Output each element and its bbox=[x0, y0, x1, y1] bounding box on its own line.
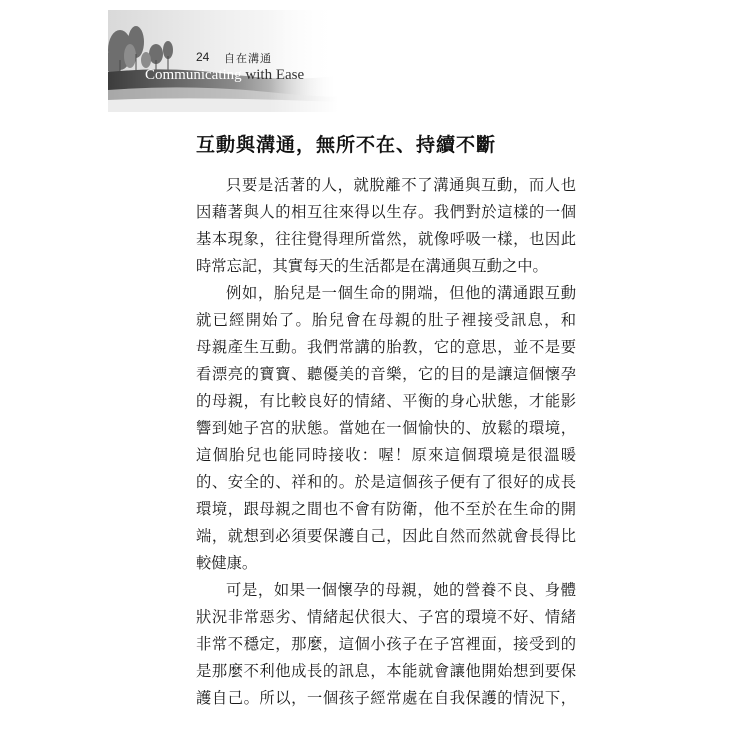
text-line: 只要是活著的人，就脫離不了溝通與互動，而人也 bbox=[226, 176, 576, 194]
page-number: 24 bbox=[196, 50, 210, 64]
text-line: 這個胎兒也能同時接收：喔！原來這個環境是很溫暖 bbox=[196, 446, 576, 464]
text-line: 的母親，有比較良好的情緒、平衡的身心狀態，才能影 bbox=[196, 392, 576, 410]
text-line: 可是，如果一個懷孕的母親，她的營養不良、身體 bbox=[226, 581, 576, 599]
text-line: 護自己。所以，一個孩子經常處在自我保護的情況下， bbox=[196, 689, 576, 707]
text-line: 例如，胎兒是一個生命的開端，但他的溝通跟互動 bbox=[226, 284, 576, 302]
text-line: 母親產生互動。我們常講的胎教，它的意思，並不是要 bbox=[196, 338, 576, 356]
text-line: 端，就想到必須要保護自己，因此自然而然就會長得比 bbox=[196, 527, 576, 545]
section-heading: 互動與溝通，無所不在、持續不斷 bbox=[196, 134, 497, 156]
text-line: 的、安全的、祥和的。於是這個孩子便有了很好的成長 bbox=[196, 473, 576, 491]
series-title-light-part: Communicating bbox=[145, 67, 242, 83]
paragraph-1 bbox=[196, 172, 576, 280]
text-line: 就已經開始了。胎兒會在母親的肚子裡接受訊息，和 bbox=[196, 311, 576, 329]
series-title-dark-part: with Ease bbox=[241, 67, 305, 83]
text-line: 因藉著與人的相互往來得以生存。我們對於這樣的一個 bbox=[196, 203, 576, 221]
text-line: 看漂亮的寶寶、聽優美的音樂，它的目的是讓這個懷孕 bbox=[196, 365, 576, 383]
text-line: 非常不穩定，那麼，這個小孩子在子宮裡面，接受到的 bbox=[196, 635, 576, 653]
text-line: 時常忘記，其實每天的生活都是在溝通與互動之中。 bbox=[196, 257, 548, 275]
text-line: 環境，跟母親之間也不會有防衛，他不至於在生命的開 bbox=[196, 500, 576, 518]
text-line: 較健康。 bbox=[196, 554, 258, 572]
series-title bbox=[145, 67, 304, 84]
text-line: 是那麼不利他成長的訊息，本能就會讓他開始想到要保 bbox=[196, 662, 576, 680]
running-head: 自在溝通 bbox=[224, 52, 272, 65]
text-line: 基本現象，往往覺得理所當然，就像呼吸一樣，也因此 bbox=[196, 230, 576, 248]
paragraph-3 bbox=[196, 577, 576, 712]
body-text bbox=[196, 172, 576, 712]
text-line: 響到她子宮的狀態。當她在一個愉快的、放鬆的環境， bbox=[196, 419, 576, 437]
header-landscape-image bbox=[108, 10, 338, 112]
paragraph-2 bbox=[196, 280, 576, 577]
text-line: 狀況非常惡劣、情緒起伏很大、子宮的環境不好、情緒 bbox=[196, 608, 576, 626]
